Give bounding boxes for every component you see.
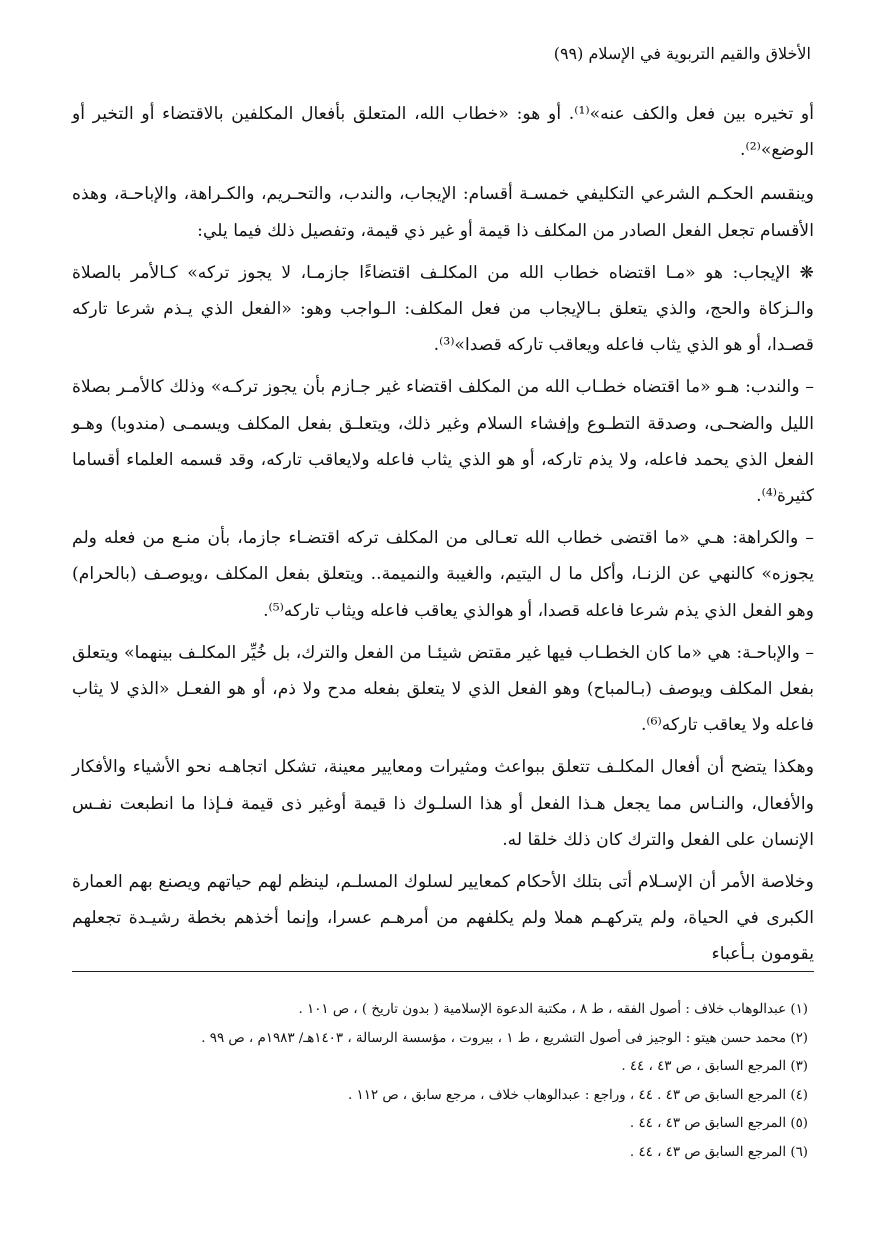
paragraph-ijab: ❋ الإيجاب: هو «مـا اقتضاه خطاب الله من المكلـف اقتضاءًا جازمـا، لا يجوز تركه» كـالأمر بالصلاة والـزكاة والحج، والذي يتعلق بـالإيجاب من فعل المكلف: الـواجب وهو: «الفعل الذي يـذم شرعا تاركه قصـدا، أو هو الذي يثاب فاعله ويعاقب تاركه قصدا»⁽³⁾. (72, 262, 814, 356)
footnote-6: (٦) المرجع السابق ص ٤٣ ، ٤٤ . (629, 1144, 808, 1160)
footnotes-list (72, 996, 814, 1167)
footnote-divider (72, 971, 814, 972)
footnote-4: (٤) المرجع السابق ص ٤٣ . ٤٤ ، وراجع : عبدالوهاب خلاف ، مرجع سابق ، ص ١١٢ . (348, 1087, 808, 1103)
paragraph-conclusion: وخلاصة الأمر أن الإسـلام أتى بتلك الأحكام كمعايير لسلوك المسلـم، لينظم لهم حياتهم ويصنع بهم العمارة الكبرى في الحياة، ولم يتركهـم هملا ولم يكلفهم من أمرهـم عسرا، وإنما أخذهم بخطة رشيـدة تجعلهم يقومون بـأعباء (72, 872, 814, 965)
paragraph-ibaha: – والإباحـة: هي «ما كان الخطـاب فيها غير مقتض شيئـا من الفعل والترك، بل خُيِّر المكلـف بينهما» ويتعلق بفعل المكلف ويوصف (بـالمباح) وهو الفعل الذي لا يتعلق بفعله مدح ولا ذم، أو هو الفعـل «الذي لا يثاب فاعله ولا يعاقب تاركه⁽⁶⁾. (72, 642, 814, 736)
main-text (72, 96, 814, 979)
paragraph-categories: وينقسم الحكـم الشرعي التكليفي خمسـة أقسام: الإيجاب، والندب، والتحـريم، والكـراهة، والإباحـة، وهذه الأقسام تجعل الفعل الصادر من المكلف ذا قيمة أو غير ذي قيمة، وتفصيل ذلك فيما يلي: (72, 184, 814, 241)
paragraph-definition: أو تخيره بين فعل والكف عنه»⁽¹⁾. أو هو: «خطاب الله، المتعلق بأفعال المكلفين بالاقتضاء أو التخير أو الوضع»⁽²⁾. (72, 104, 815, 161)
paragraph-karaha: – والكراهة: هـي «ما اقتضى خطاب الله تعـالى من المكلف تركه اقتضـاء جازما، بأن منـع من فعله ولم يجوزه» كالنهي عن الزنـا، وأكل ما ل اليتيم، والغيبة والنميمة.. ويتعلق بفعل المكلف ،ويوصـف (بالحرام) وهو الفعل الذي يذم شرعا فاعله قصدا، أو هوالذي يعاقب فاعله ويثاب تاركه⁽⁵⁾. (72, 528, 814, 621)
paragraph-nadb: – والندب: هـو «ما اقتضاه خطـاب الله من المكلف اقتضاء غير جـازم بأن يجوز تركـه» وذلك كالأمـر بصلاة الليل والضحـى، وصدقة التطـوع وإفشاء السلام وغير ذلك، ويتعلـق بفعل المكلف ويسمـى (مندوبا) وهـو الفعل الذي يحمد فاعله، ولا يذم تاركه، أو هو الذي يثاب فاعله ولايعاقب تاركه، وقد قسمه العلماء أقساما كثيرة⁽⁴⁾. (72, 377, 814, 507)
footnote-2: (٢) محمد حسن هيتو : الوجيز فى أصول التشريع ، ط ١ ، بيروت ، مؤسسة الرسالة ، ١٤٠٣هـ/ ١٩٨٣م ، ص ٩٩ . (201, 1030, 808, 1046)
footnote-3: (٣) المرجع السابق ، ص ٤٣ ، ٤٤ . (621, 1059, 808, 1074)
footnote-1: (١) عبدالوهاب خلاف : أصول الفقه ، ط ٨ ، مكتبة الدعوة الإسلامية ( بدون تاريخ ) ، ص ١٠١ . (298, 1002, 808, 1017)
running-header: الأخلاق والقيم التربوية في الإسلام (٩٩) (553, 44, 811, 63)
paragraph-summary: وهكذا يتضح أن أفعال المكلـف تتعلق ببواعث ومثيرات ومعايير معينة، تشكل اتجاهـه نحو الأشياء والأفكار والأفعال، والنـاس مما يجعل هـذا الفعل أو هذا السلـوك ذا قيمة أوغير ذى قيمة فـإذا ما انطبعت نفـس الإنسان على الفعل والترك كان ذلك خلقا له. (72, 757, 814, 850)
footnote-5: (٥) المرجع السابق ص ٤٣ ، ٤٤ . (629, 1116, 808, 1131)
